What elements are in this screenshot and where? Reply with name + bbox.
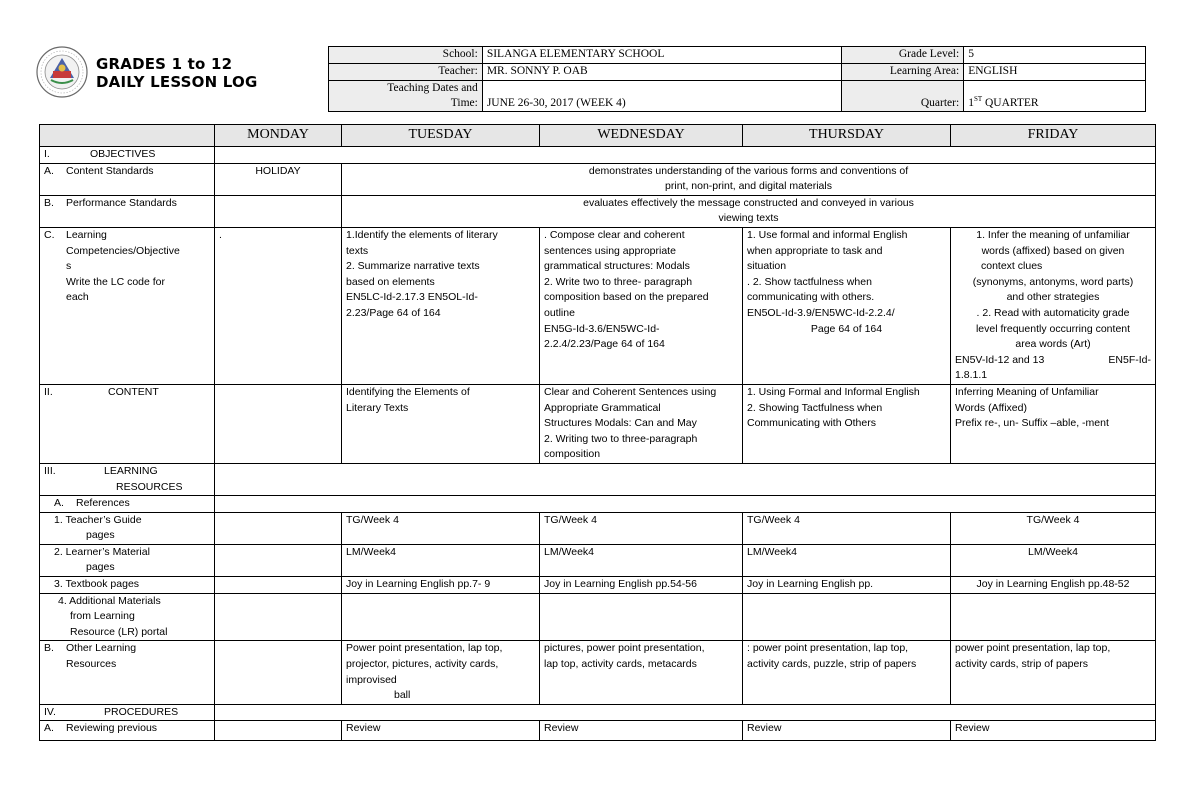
teacher-value: MR. SONNY P. OAB [482,64,842,81]
performance-standards-row [40,195,1156,227]
reviewing-thursday: Review [743,721,951,741]
title-line-1: GRADES 1 to 12 [96,55,233,73]
competency-line: EN5G-Id-3.6/EN5WC-Id- [544,322,660,335]
content-standards-monday: HOLIDAY [215,163,342,195]
learning-resources-line-2: RESOURCES [116,480,183,493]
page-title [96,55,258,91]
performance-standards-line-1: evaluates effectively the message constructed and conveyed in various [583,196,914,209]
teacher-label: Teacher: [329,64,483,81]
content-tuesday [342,384,540,463]
performance-standards-label [40,195,215,227]
day-friday: FRIDAY [951,125,1156,147]
content-wednesday [540,384,743,463]
teachers-guide-label [40,512,215,544]
lesson-log-table [39,124,1156,741]
textbook-row [40,577,1156,594]
day-thursday: THURSDAY [743,125,951,147]
content-label [40,384,215,463]
competency-line: communicating with others. [747,291,875,304]
reviewing-label [40,721,215,741]
other-line: power point presentation, lap top, [955,642,1111,655]
learners-material-line-2: pages [86,561,115,574]
content-line: 1. Using Formal and Informal English [747,385,920,398]
friday-code-2: EN5F-Id- [1108,353,1151,366]
reviewing-tuesday: Review [342,721,540,741]
other-line: : power point presentation, lap top, [747,642,909,655]
content-line: 2. Showing Tactfulness when [747,401,883,414]
competencies-label-line-2: Competencies/Objective [66,244,180,257]
objectives-label [40,147,215,164]
day-header-blank [40,125,215,147]
reviewing-wednesday: Review [540,721,743,741]
learners-material-tuesday: LM/Week4 [342,544,540,576]
quarter-num: 1 [968,97,974,109]
references-empty [215,496,1156,513]
competency-line: based on elements [346,275,435,288]
content-line: Structures Modals: Can and May [544,417,697,430]
teachers-guide-line-2: pages [86,529,115,542]
competency-line: EN5OL-Id-3.9/EN5WC-Id-2.2.4/ [747,306,895,319]
competencies-row [40,227,1156,384]
competencies-thursday [743,227,951,384]
other-line: activity cards, puzzle, strip of papers [747,658,917,671]
competencies-friday [951,227,1156,384]
other-resources-row [40,641,1156,704]
objectives-num: I. [44,148,50,160]
content-line: composition [544,448,601,461]
dates-value: JUNE 26-30, 2017 (WEEK 4) [482,81,842,112]
procedures-row [40,704,1156,721]
content-line: 2. Writing two to three-paragraph [544,432,698,445]
competency-line: 1. Infer the meaning of unfamiliar [976,228,1130,241]
content-standards-line-2: print, non-print, and digital materials [665,180,832,193]
procedures-empty [215,704,1156,721]
dates-label [329,81,483,112]
learners-material-thursday: LM/Week4 [743,544,951,576]
competencies-label [40,227,215,384]
dates-label-line-2: Time: [450,97,478,109]
references-row [40,496,1156,513]
content-standards-label [40,163,215,195]
objectives-row [40,147,1156,164]
day-monday: MONDAY [215,125,342,147]
procedures-label [40,704,215,721]
content-standards-num: A. [44,164,54,177]
learners-material-wednesday: LM/Week4 [540,544,743,576]
competency-line: outline [544,306,575,319]
other-friday [951,641,1156,704]
content-line: Appropriate Grammatical [544,401,661,414]
school-value: SILANGA ELEMENTARY SCHOOL [482,47,842,64]
learning-resources-line-1: LEARNING [104,464,158,477]
reviewing-row [40,721,1156,741]
competency-line: composition based on the prepared [544,291,709,304]
competency-line: words (affixed) based on given [981,244,1125,257]
competency-line: 1. Use formal and informal English [747,228,908,241]
other-line: activity cards, strip of papers [955,658,1089,671]
other-resources-label [40,641,215,704]
quarter-value [964,81,1146,112]
content-num: II. [44,385,53,398]
textbook-label: 3. Textbook pages [40,577,215,594]
objectives-empty [215,147,1156,164]
content-monday [215,384,342,463]
other-resources-num: B. [44,642,54,655]
other-line: Power point presentation, lap top, [346,642,503,655]
reviewing-text: Reviewing previous [66,722,158,735]
competency-line: Page 64 of 164 [810,322,883,335]
additional-monday [215,593,342,641]
competency-line: grammatical structures: Modals [544,260,690,273]
dates-label-line-1: Teaching Dates and [387,82,478,94]
other-resources-line-2: Resources [66,658,117,671]
performance-standards-monday [215,195,342,227]
area-value: ENGLISH [964,64,1146,81]
info-row-teacher [329,64,1146,81]
procedures-text: PROCEDURES [104,705,179,718]
quarter-sup: ST [973,95,983,104]
other-resources-line-1: Other Learning [66,642,137,655]
competencies-monday: . [215,227,342,384]
learners-material-monday [215,544,342,576]
other-thursday [743,641,951,704]
competency-line: 2.23/Page 64 of 164 [346,306,441,319]
teachers-guide-thursday: TG/Week 4 [743,512,951,544]
info-table [328,46,1146,112]
competency-line: and other strategies [1006,291,1100,304]
day-wednesday: WEDNESDAY [540,125,743,147]
content-line: Identifying the Elements of [346,385,470,398]
content-line: Communicating with Others [747,417,876,430]
learning-resources-num: III. [44,464,56,477]
objectives-text: OBJECTIVES [90,148,156,160]
performance-standards-value [342,195,1156,227]
info-row-dates [329,81,1146,112]
additional-thursday [743,593,951,641]
additional-materials-label [40,593,215,641]
competency-line: sentences using appropriate [544,244,676,257]
content-standards-line-1: demonstrates understanding of the various forms and conventions of [588,164,909,177]
competencies-num: C. [44,228,55,241]
other-tuesday [342,641,540,704]
quarter-label: Quarter: [842,81,964,112]
learners-material-label [40,544,215,576]
content-friday [951,384,1156,463]
other-line: lap top, activity cards, metacards [544,658,697,671]
additional-friday [951,593,1156,641]
content-line: Words (Affixed) [955,401,1027,414]
grade-label: Grade Level: [842,47,964,64]
competency-line: 1.Identify the elements of literary [346,228,498,241]
learners-material-line-1: 2. Learner’s Material [54,545,150,558]
competencies-label-line-4: Write the LC code for [66,275,166,288]
info-row-school [329,47,1146,64]
additional-line-3: Resource (LR) portal [70,625,168,638]
references-num: A. [54,497,64,510]
competency-line: . Compose clear and coherent [544,228,685,241]
procedures-num: IV. [44,705,56,718]
other-wednesday [540,641,743,704]
competency-line: 2. Write two to three- paragraph [544,275,693,288]
competency-line: when appropriate to task and [747,244,883,257]
competency-line: (synonyms, antonyms, word parts) [972,275,1134,288]
title-line-2: DAILY LESSON LOG [96,73,258,91]
performance-standards-text: Performance Standards [66,196,177,209]
friday-code-1: EN5V-Id-12 and 13 [955,353,1045,366]
competencies-label-line-3: s [66,260,72,273]
competency-line: EN5LC-Id-2.17.3 EN5OL-Id- [346,291,478,304]
additional-line-2: from Learning [70,610,135,623]
competencies-label-line-1: Learning [66,228,107,241]
competencies-label-line-5: each [66,291,89,304]
competency-line: . 2. Read with automaticity grade [976,306,1130,319]
references-label [40,496,215,513]
learners-material-row [40,544,1156,576]
additional-wednesday [540,593,743,641]
learners-material-friday: LM/Week4 [951,544,1156,576]
other-line: pictures, power point presentation, [544,642,705,655]
learning-resources-empty [215,463,1156,495]
additional-materials-row [40,593,1156,641]
content-row [40,384,1156,463]
learning-resources-label [40,463,215,495]
competencies-wednesday [540,227,743,384]
reviewing-num: A. [44,722,54,735]
content-standards-text: Content Standards [66,164,154,177]
competency-line: 2. Summarize narrative texts [346,260,480,273]
additional-tuesday [342,593,540,641]
teachers-guide-wednesday: TG/Week 4 [540,512,743,544]
teachers-guide-friday: TG/Week 4 [951,512,1156,544]
textbook-monday [215,577,342,594]
performance-standards-num: B. [44,196,54,209]
grade-value: 5 [964,47,1146,64]
area-label: Learning Area: [842,64,964,81]
teachers-guide-row [40,512,1156,544]
textbook-friday: Joy in Learning English pp.48-52 [951,577,1156,594]
day-header-row [40,125,1156,147]
competency-line: situation [747,260,787,273]
textbook-thursday: Joy in Learning English pp. [743,577,951,594]
performance-standards-line-2: viewing texts [718,212,779,225]
deped-seal-icon [36,46,88,98]
competency-line: level frequently occurring content [975,322,1131,335]
competencies-tuesday [342,227,540,384]
content-text: CONTENT [108,385,159,398]
content-thursday [743,384,951,463]
teachers-guide-monday [215,512,342,544]
other-monday [215,641,342,704]
learning-resources-row [40,463,1156,495]
competency-line: texts [346,244,369,257]
content-line: Literary Texts [346,401,409,414]
quarter-rest: QUARTER [982,97,1039,109]
teachers-guide-tuesday: TG/Week 4 [342,512,540,544]
school-label: School: [329,47,483,64]
other-line: projector, pictures, activity cards, [346,658,499,671]
competency-line: context clues [981,260,1043,273]
competency-line: 2.2.4/2.23/Page 64 of 164 [544,338,665,351]
teachers-guide-line-1: 1. Teacher’s Guide [54,513,142,526]
textbook-wednesday: Joy in Learning English pp.54-56 [540,577,743,594]
competency-line: . 2. Show tactfulness when [747,275,872,288]
friday-code-line [955,353,1151,369]
other-line: ball [394,689,411,702]
content-line: Clear and Coherent Sentences using [544,385,717,398]
day-tuesday: TUESDAY [342,125,540,147]
references-text: References [76,497,130,510]
textbook-tuesday: Joy in Learning English pp.7- 9 [342,577,540,594]
content-standards-value [342,163,1156,195]
additional-line-1: 4. Additional Materials [58,594,161,607]
reviewing-monday [215,721,342,741]
friday-code-3: 1.8.1.1 [955,369,988,382]
content-line: Inferring Meaning of Unfamiliar [955,385,1099,398]
reviewing-friday: Review [951,721,1156,741]
content-standards-row [40,163,1156,195]
content-line: Prefix re-, un- Suffix –able, -ment [955,417,1109,430]
other-line: improvised [346,673,397,686]
competency-line: area words (Art) [1015,338,1091,351]
